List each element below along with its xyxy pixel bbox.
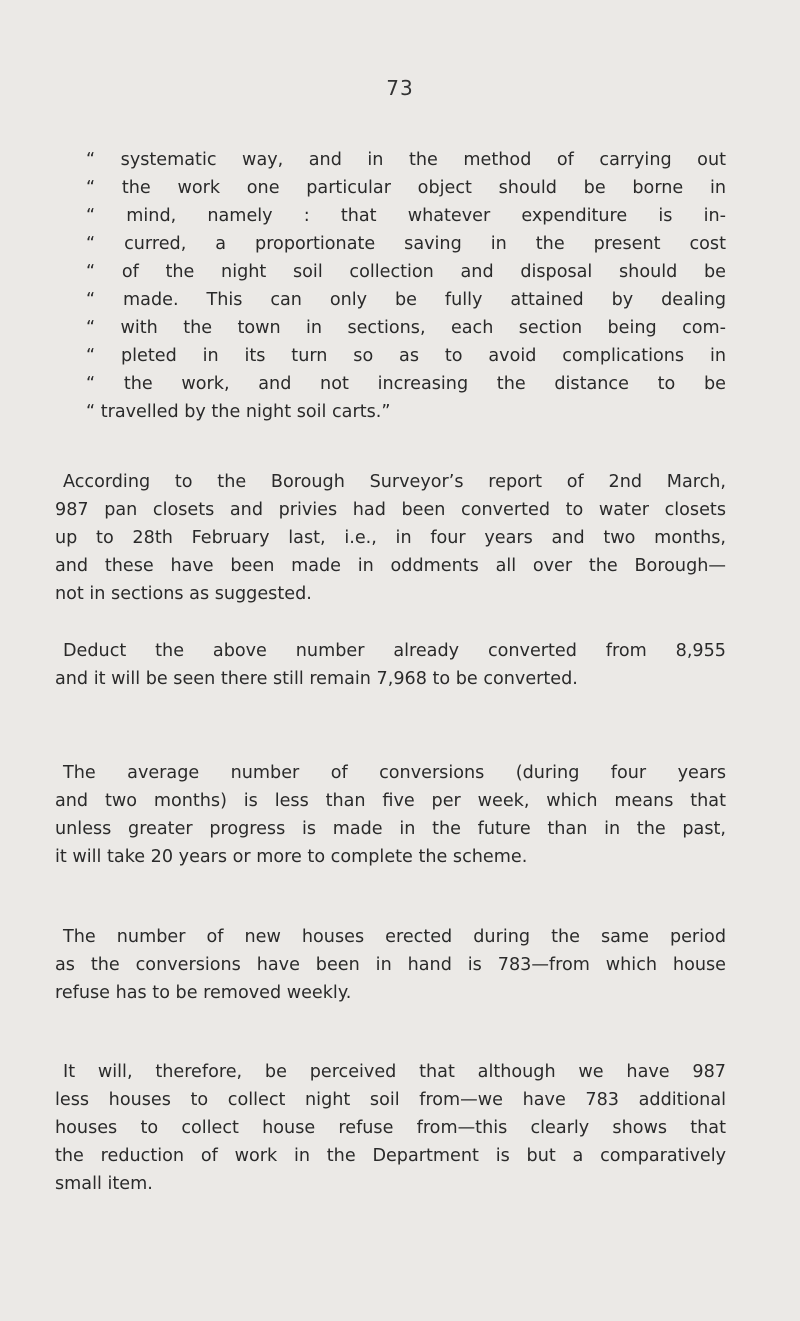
paragraph-line: refuse has to be removed weekly. bbox=[55, 983, 352, 1003]
paragraph-line: According to the Borough Surveyor’s report of 2nd March, bbox=[63, 472, 726, 492]
paragraph-surveyor-report bbox=[55, 468, 726, 608]
paragraph-line: it will take 20 years or more to complete the scheme. bbox=[55, 847, 528, 867]
quote-line: “ with the town in sections, each section being com- bbox=[86, 318, 726, 338]
quote-line: “ the work, and not increasing the distance to be bbox=[86, 374, 726, 394]
quote-line: “ systematic way, and in the method of carrying out bbox=[86, 150, 726, 170]
quoted-passage bbox=[86, 146, 726, 426]
page-number: 73 bbox=[386, 76, 414, 100]
paragraph-line: houses to collect house refuse from—this clearly shows that bbox=[55, 1118, 726, 1138]
paragraph-line: and two months) is less than five per week, which means that bbox=[55, 791, 726, 811]
paragraph-average-conversions bbox=[55, 759, 726, 871]
quote-line: “ pleted in its turn so as to avoid complications in bbox=[86, 346, 726, 366]
paragraph-line: 987 pan closets and privies had been converted to water closets bbox=[55, 500, 726, 520]
paragraph-line: as the conversions have been in hand is 783—from which house bbox=[55, 955, 726, 975]
paragraph-line: less houses to collect night soil from—we have 783 additional bbox=[55, 1090, 726, 1110]
quote-line: “ travelled by the night soil carts.” bbox=[86, 402, 391, 422]
paragraph-line: The number of new houses erected during the same period bbox=[63, 927, 726, 947]
paragraph-line: up to 28th February last, i.e., in four years and two months, bbox=[55, 528, 726, 548]
paragraph-line: small item. bbox=[55, 1174, 153, 1194]
quote-line: “ curred, a proportionate saving in the present cost bbox=[86, 234, 726, 254]
paragraph-line: the reduction of work in the Department is but a comparatively bbox=[55, 1146, 726, 1166]
quote-line: “ the work one particular object should be borne in bbox=[86, 178, 726, 198]
paragraph-line: Deduct the above number already converted from 8,955 bbox=[63, 641, 726, 661]
paragraph-line: It will, therefore, be perceived that although we have 987 bbox=[63, 1062, 726, 1082]
paragraph-new-houses bbox=[55, 923, 726, 1007]
paragraph-line: and these have been made in oddments all over the Borough— bbox=[55, 556, 726, 576]
quote-line: “ made. This can only be fully attained by dealing bbox=[86, 290, 726, 310]
paragraph-conclusion bbox=[55, 1058, 726, 1198]
paragraph-deduct bbox=[55, 637, 726, 693]
paragraph-line: and it will be seen there still remain 7,968 to be converted. bbox=[55, 669, 578, 689]
quote-line: “ mind, namely : that whatever expenditure is in- bbox=[86, 206, 726, 226]
paragraph-line: not in sections as suggested. bbox=[55, 584, 312, 604]
quote-line: “ of the night soil collection and disposal should be bbox=[86, 262, 726, 282]
paragraph-line: The average number of conversions (during four years bbox=[63, 763, 726, 783]
paragraph-line: unless greater progress is made in the future than in the past, bbox=[55, 819, 726, 839]
